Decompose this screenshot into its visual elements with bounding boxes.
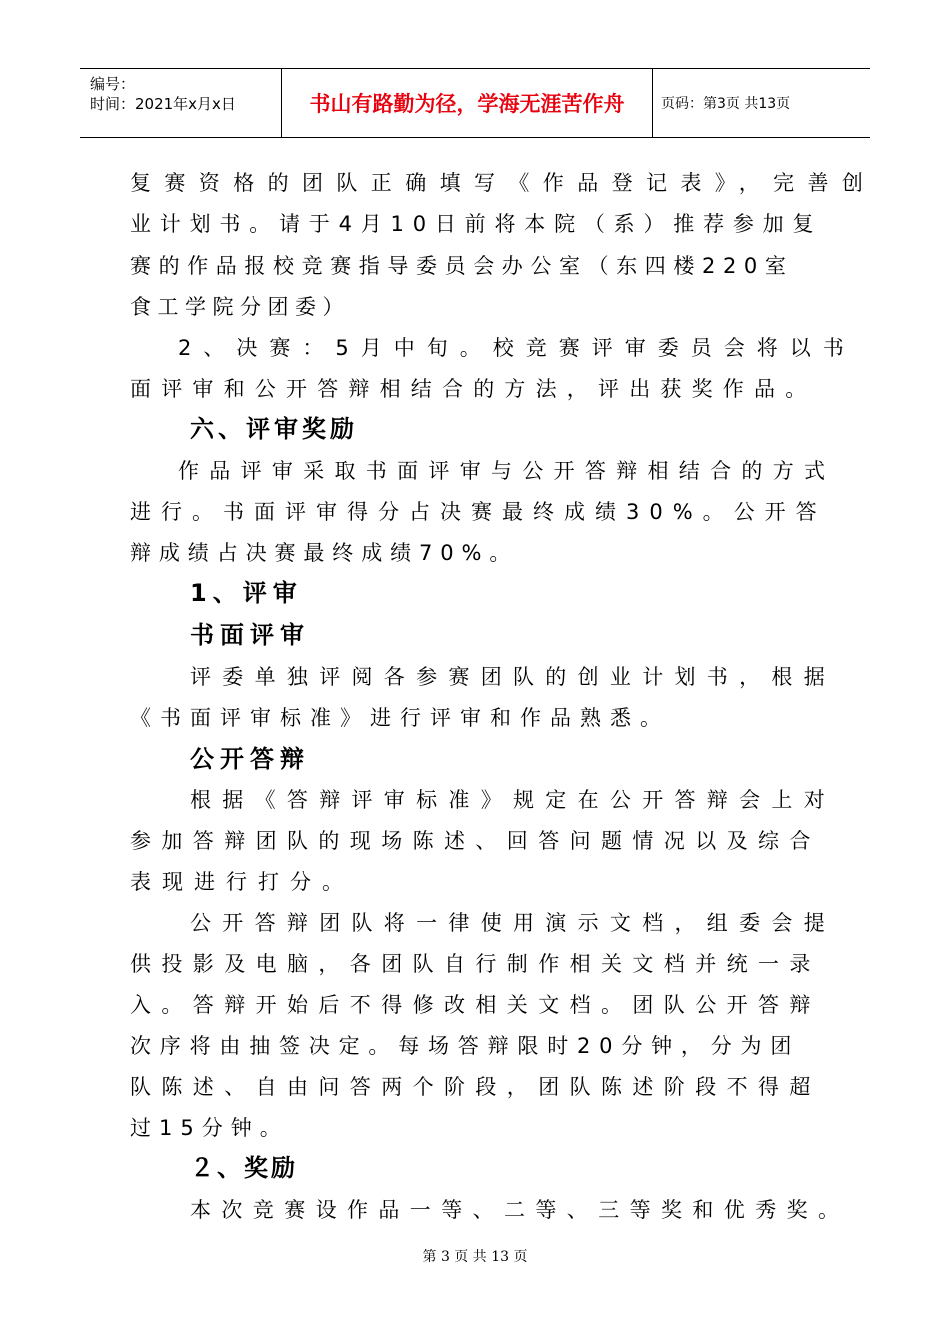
- body-line: 2、决赛：5月中旬。校竞赛评审委员会将以书: [178, 336, 856, 360]
- header-left-cell: [80, 69, 282, 137]
- page-header: [80, 68, 870, 138]
- subheading-awards: ２、奖励: [190, 1154, 298, 1182]
- body-line: 供投影及电脑，各团队自行制作相关文档并统一录: [130, 952, 821, 976]
- header-motto: 书山有路勤为径，学海无涯苦作舟: [309, 92, 625, 116]
- body-line: 评委单独评阅各参赛团队的创业计划书，根据: [190, 665, 836, 689]
- body-line: 业计划书。请于4月10日前将本院（系）推荐参加复: [130, 212, 823, 236]
- subheading-public-defense: 公开答辩: [190, 745, 310, 773]
- body-line: 过15分钟。: [130, 1116, 289, 1140]
- section-heading-awards: 六、评审奖励: [190, 415, 358, 443]
- body-line: 表现进行打分。: [130, 870, 354, 894]
- document-number-label: 编号：: [90, 75, 136, 93]
- body-line: 复赛资格的团队正确填写《作品登记表》，完善创: [130, 171, 877, 195]
- subheading-review: 1、评审: [190, 579, 303, 607]
- body-line: 辩成绩占决赛最终成绩70%。: [130, 541, 519, 565]
- body-line: 赛的作品报校竞赛指导委员会办公室（东四楼220室: [130, 254, 794, 278]
- subheading-written-review: 书面评审: [190, 621, 310, 649]
- page-footer: 第 3 页 共 13 页: [422, 1249, 528, 1265]
- body-line: 本次竞赛设作品一等、二等、三等奖和优秀奖。: [190, 1198, 850, 1222]
- header-page-info: 页码：第3页 共13页: [661, 96, 791, 112]
- body-line: 作品评审采取书面评审与公开答辩相结合的方式: [178, 459, 836, 483]
- body-line: 次序将由抽签决定。每场答辩限时20分钟，分为团: [130, 1034, 801, 1058]
- body-line: 公开答辩团队将一律使用演示文档，组委会提: [190, 911, 836, 935]
- document-date-label: 时间：2021年x月x日: [90, 95, 236, 113]
- body-line: 参加答辩团队的现场陈述、回答问题情况以及综合: [130, 829, 821, 853]
- header-motto-cell: [282, 69, 653, 137]
- body-line: 队陈述、自由问答两个阶段，团队陈述阶段不得超: [130, 1075, 821, 1099]
- body-line: 面评审和公开答辩相结合的方法，评出获奖作品。: [130, 377, 817, 401]
- body-line: 根据《答辩评审标准》规定在公开答辩会上对: [190, 788, 836, 812]
- body-line: 进行。书面评审得分占决赛最终成绩30%。公开答: [130, 500, 827, 524]
- body-line: 《书面评审标准》进行评审和作品熟悉。: [130, 706, 670, 730]
- body-line: 入。答辩开始后不得修改相关文档。团队公开答辩: [130, 993, 821, 1017]
- header-page-cell: [653, 69, 870, 137]
- body-line: 食工学院分团委）: [130, 295, 350, 319]
